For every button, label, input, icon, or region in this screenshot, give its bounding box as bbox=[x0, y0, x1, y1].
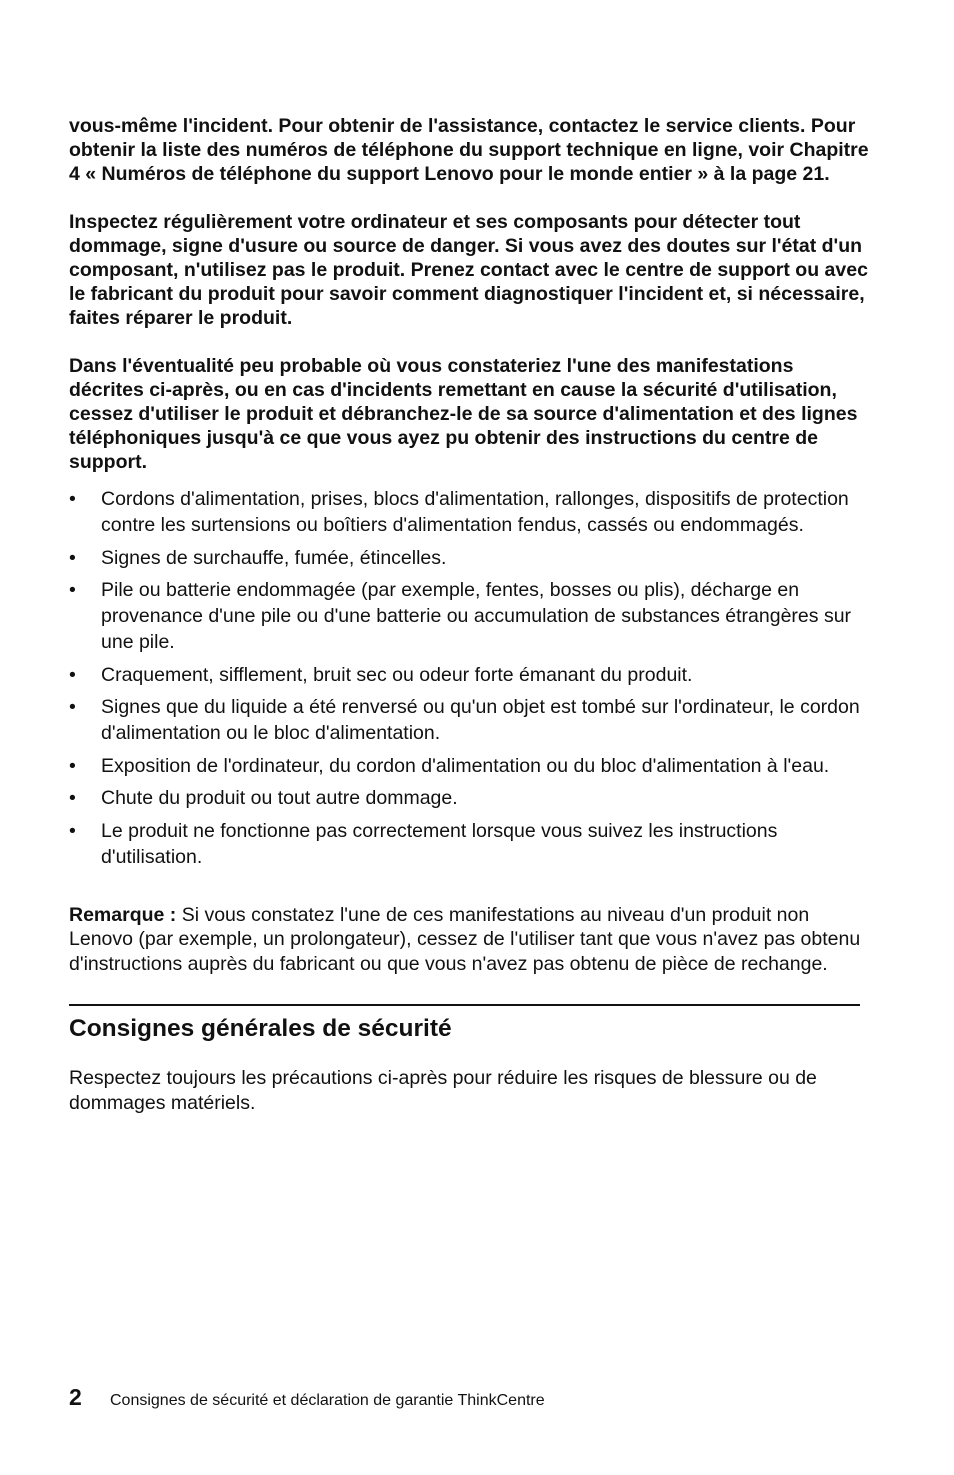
list-item bbox=[69, 785, 869, 811]
list-item-text: Signes que du liquide a été renversé ou qu'un objet est tombé sur l'ordinateur, le cordon d'alimentation ou le bloc d'alimentation. bbox=[101, 696, 860, 744]
list-item-text: Pile ou batterie endommagée (par exemple, fentes, bosses ou plis), décharge en provenance d'une pile ou d'une batterie ou accumulation de substances étrangères sur une pile. bbox=[101, 579, 852, 653]
note-label: Remarque : bbox=[69, 903, 177, 926]
note bbox=[69, 903, 869, 977]
list-item-text: Cordons d'alimentation, prises, blocs d'alimentation, rallonges, dispositifs de protection contre les surtensions ou boîtiers d'alimentation fendus, cassés ou endommagés. bbox=[101, 488, 849, 536]
bullet-icon: • bbox=[69, 663, 76, 686]
paragraph-warning-intro: Dans l'éventualité peu probable où vous constateriez l'une des manifestations décrites ci-après, ou en cas d'incidents remettant en cause la sécurité d'utilisation, cessez d'utiliser le produit et débranchez-le de sa source d'alimentation et des lignes téléphoniques jusqu'à ce que vous ayez pu obtenir des instructions du centre de support. bbox=[69, 355, 858, 473]
list-item bbox=[69, 694, 869, 746]
section-divider bbox=[69, 1004, 860, 1006]
list-item bbox=[69, 662, 869, 688]
bullet-icon: • bbox=[69, 579, 76, 601]
section-heading: Consignes générales de sécurité bbox=[69, 1015, 452, 1042]
list-item bbox=[69, 486, 869, 538]
bullet-icon: • bbox=[69, 787, 76, 809]
note-text: Si vous constatez l'une de ces manifestations au niveau d'un produit non Lenovo (par exemple, un prolongateur), cessez de l'utiliser tant que vous n'avez pas obtenu d'instructions auprès du fabricant ou que vous n'avez pas obtenu de pièce de rechange. bbox=[69, 903, 861, 975]
section-intro: Respectez toujours les précautions ci-après pour réduire les risques de blessure ou de dommages matériels. bbox=[69, 1067, 817, 1114]
list-item bbox=[69, 818, 869, 870]
list-item-text: Chute du produit ou tout autre dommage. bbox=[101, 787, 458, 809]
page-content bbox=[69, 114, 869, 1115]
list-item bbox=[69, 577, 869, 655]
bullet-icon: • bbox=[69, 819, 76, 842]
paragraph-inspection: Inspectez régulièrement votre ordinateur et ses composants pour détecter tout dommage, signe d'usure ou source de danger. Si vous avez des doutes sur l'état d'un composant, n'utilisez pas le produit. Prenez contact avec le centre de support ou avec le fabricant du produit pour savoir comment diagnostiquer l'incident et, si nécessaire, faites réparer le produit. bbox=[69, 211, 868, 329]
bullet-icon: • bbox=[69, 488, 76, 510]
list-item-text: Exposition de l'ordinateur, du cordon d'alimentation ou du bloc d'alimentation à l'eau. bbox=[101, 754, 830, 777]
paragraph-assistance: vous-même l'incident. Pour obtenir de l'assistance, contactez le service clients. Pour obtenir la liste des numéros de téléphone du support technique en ligne, voir Chapitre 4 « Numéros de téléphone du support Lenovo pour le monde entier » à la page 21. bbox=[69, 115, 869, 185]
page-number: 2 bbox=[69, 1384, 82, 1410]
page-footer bbox=[69, 1384, 545, 1414]
list-item-text: Signes de surchauffe, fumée, étincelles. bbox=[101, 546, 447, 569]
list-item bbox=[69, 753, 869, 779]
list-item bbox=[69, 545, 869, 571]
document-title: Consignes de sécurité et déclaration de garantie ThinkCentre bbox=[110, 1392, 545, 1409]
bullet-icon: • bbox=[69, 754, 76, 777]
bullet-icon: • bbox=[69, 696, 76, 718]
warning-signs-list bbox=[69, 486, 869, 870]
list-item-text: Craquement, sifflement, bruit sec ou odeur forte émanant du produit. bbox=[101, 663, 693, 686]
list-item-text: Le produit ne fonctionne pas correctement lorsque vous suivez les instructions d'utilisation. bbox=[101, 819, 778, 868]
bullet-icon: • bbox=[69, 546, 76, 569]
